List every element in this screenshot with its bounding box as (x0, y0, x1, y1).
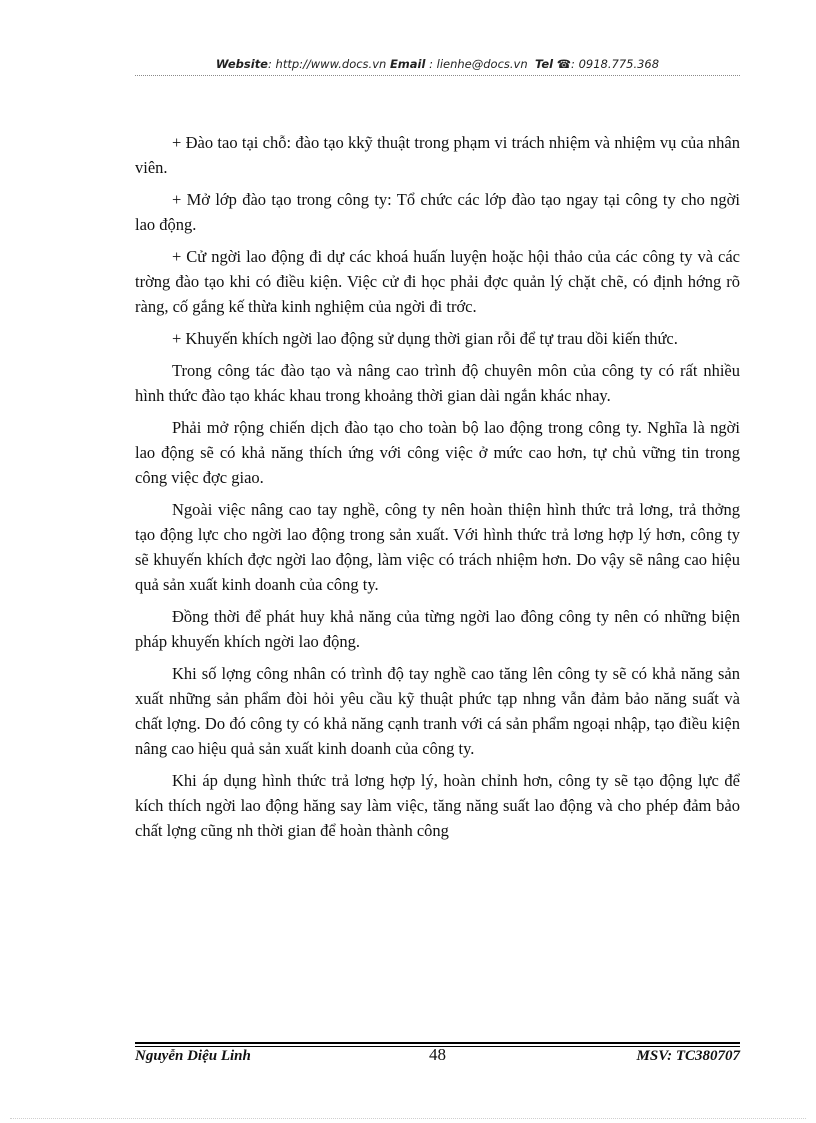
tel-number: : 0918.775.368 (571, 57, 660, 71)
body-text (135, 130, 740, 850)
header-divider (135, 75, 740, 76)
paragraph: Khi áp dụng hình thức trả lơng hợp lý, hoàn chỉnh hơn, công ty sẽ tạo động lực để kích thích ngời lao động hăng say làm việc, tăng năng suất lao động và cho phép đảm bảo chất lợng cũng nh thời gian để hoàn thành công (135, 771, 740, 840)
page-header (135, 57, 740, 71)
paragraph: + Mở lớp đào tạo trong công ty: Tổ chức các lớp đào tạo ngay tại công ty cho ngời lao động. (135, 190, 740, 234)
student-id: MSV: TC380707 (636, 1048, 740, 1064)
paragraph: + Cử ngời lao động đi dự các khoá huấn luyện hoặc hội thảo của các công ty và các trờng đào tạo khi có điều kiện. Việc cử đi học phải đợc quản lý chặt chẽ, có định hớng rõ ràng, cố gắng kế thừa kinh nghiệm của ngời đi trớc. (135, 247, 740, 316)
footer-divider-thick (135, 1042, 740, 1044)
paragraph: Phải mở rộng chiến dịch đào tạo cho toàn bộ lao động trong công ty. Nghĩa là ngời lao động sẽ có khả năng thích ứng với công việc ở mức cao hơn, tự chủ vững tin trong công việc đợc giao. (135, 418, 740, 487)
tel-label: Tel (534, 57, 554, 71)
page-number: 48 (429, 1045, 446, 1064)
website-label: Website (215, 57, 268, 71)
phone-icon: ☎ (556, 57, 572, 71)
page-edge (10, 1118, 806, 1119)
paragraph: + Đào tao tại chỗ: đào tạo kkỹ thuật trong phạm vi trách nhiệm và nhiệm vụ của nhân viên. (135, 133, 740, 177)
page-footer (135, 1045, 740, 1068)
paragraph: Đồng thời để phát huy khả năng của từng ngời lao đông công ty nên có những biện pháp khuyến khích ngời lao động. (135, 607, 740, 651)
author-name: Nguyễn Diệu Linh (135, 1048, 251, 1064)
paragraph: Ngoài việc nâng cao tay nghề, công ty nên hoàn thiện hình thức trả lơng, trả thởng tạo động lực cho ngời lao động trong sản xuất. Với hình thức trả lơng hợp lý hơn, công ty sẽ khuyến khích đợc ngời lao động, làm việc có trách nhiệm hơn. Do vậy sẽ nâng cao hiệu quả sản xuất kinh doanh của công ty. (135, 500, 740, 594)
paragraph: Khi số lợng công nhân có trình độ tay nghề cao tăng lên công ty sẽ có khả năng sản xuất những sản phẩm đòi hỏi yêu cầu kỹ thuật phức tạp nhng vẫn đảm bảo năng suất và chất lợng. Do đó công ty có khả năng cạnh tranh với cá sản phẩm ngoại nhập, tạo điều kiện nâng cao hiệu quả sản xuất kinh doanh của công ty. (135, 664, 740, 758)
website-url[interactable]: : http://www.docs.vn (268, 57, 387, 71)
email-label: Email (389, 57, 426, 71)
paragraph: + Khuyến khích ngời lao động sử dụng thời gian rỗi để tự trau dồi kiến thức. (172, 329, 678, 348)
email-address[interactable]: : lienhe@docs.vn (425, 57, 528, 71)
paragraph: Trong công tác đào tạo và nâng cao trình độ chuyên môn của công ty có rất nhiều hình thức đào tạo khác khau trong khoảng thời gian dài ngắn khác nhay. (135, 361, 740, 405)
